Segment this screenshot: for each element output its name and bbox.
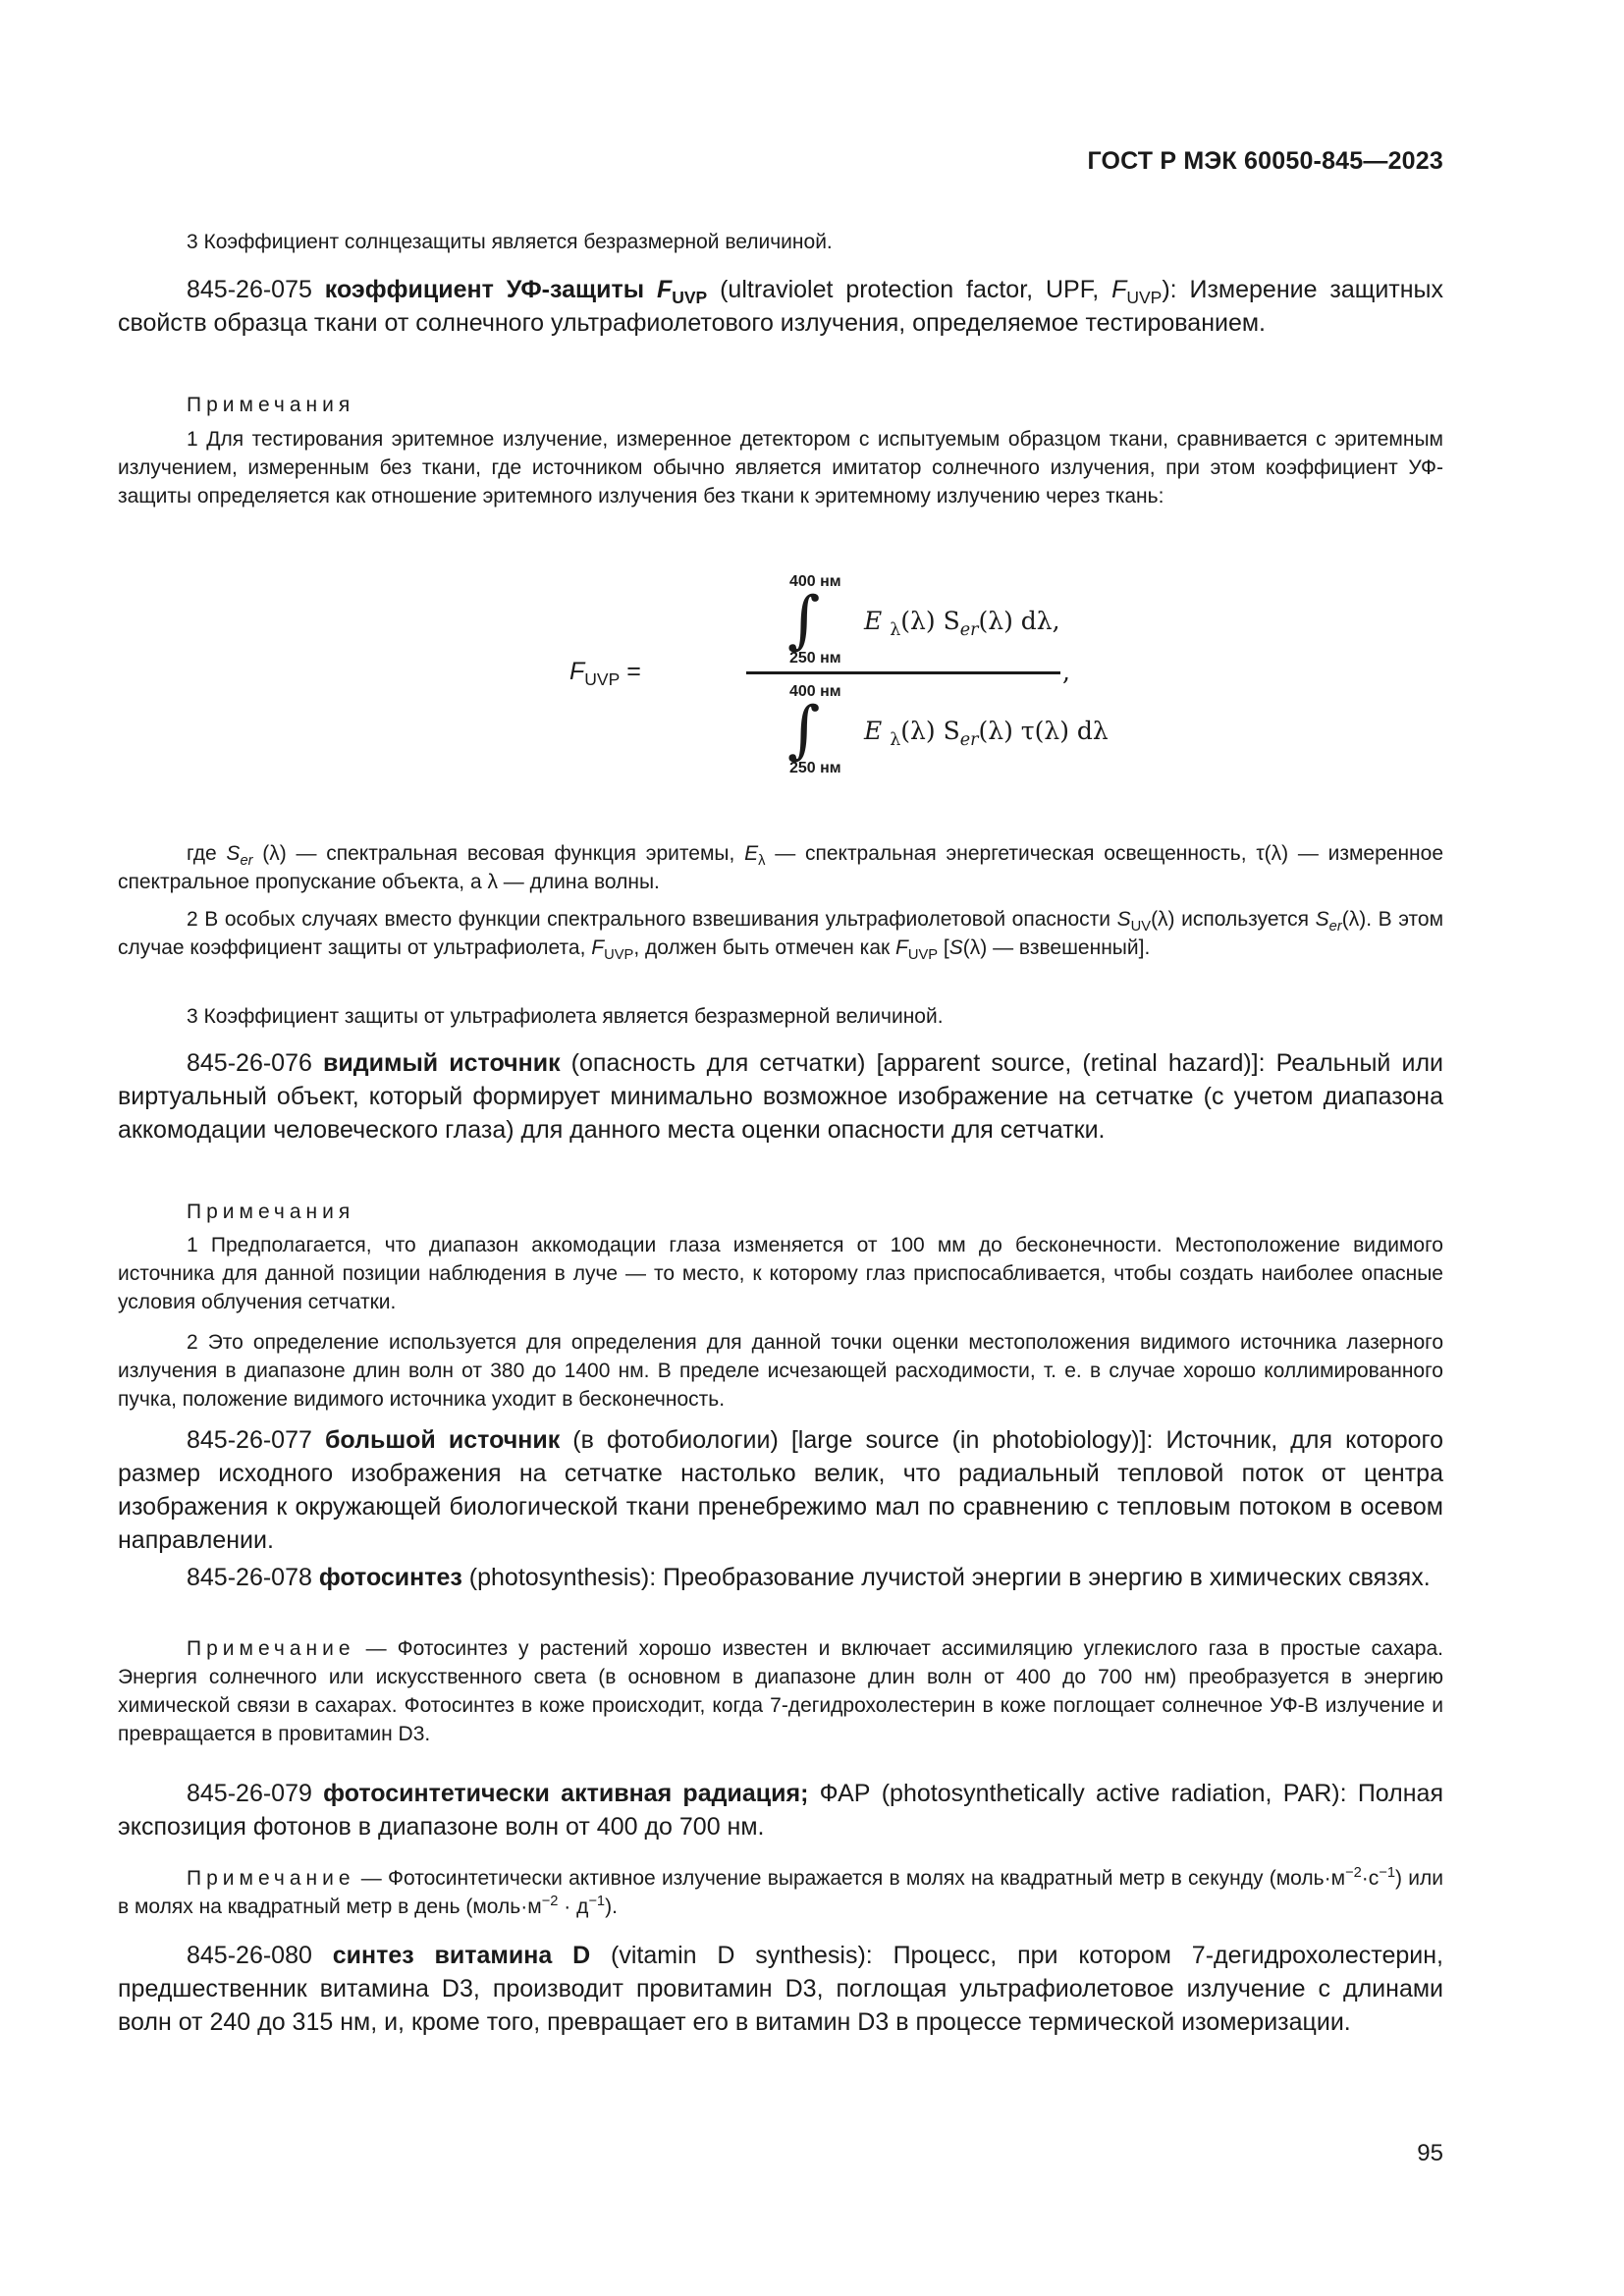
term-name: большой источник [324,1426,561,1454]
term-number: 845-26-078 [187,1564,312,1591]
term-number: 845-26-080 [187,1942,312,1969]
notes-heading-2: Примечания [187,1201,355,1223]
term-name: фотосинтетически активная радиация; [323,1780,809,1807]
integral-sign: ∫ [787,584,821,657]
upper-limit-label: 400 нм [789,573,841,590]
term-name: коэффициент УФ-защиты [324,276,645,303]
term-number: 845-26-077 [187,1426,312,1454]
term-definition: (опасность для сетчатки) [apparent source, (retinal hazard)]: Реальный или виртуальный объект, который формирует минимально возможное изображение на сетчатке (с учетом диапазона аккомодации человеческого глаза) для данного места оценки опасности для сетчатки. [118,1049,1443,1144]
term-845-26-076 [118,1046,1443,1147]
standard-header: ГОСТ Р МЭК 60050-845—2023 [1087,147,1443,175]
term-definition: ): Измерение защитных свойств образца ткани от солнечного ультрафиолетового излучения, определяемое тестированием. [118,276,1444,337]
formula-lhs: $F_{UVP}$ = [569,658,641,689]
note-3: 3 Коэффициент защиты от ультрафиолета является безразмерной величиной. [187,1005,944,1028]
note-photosynthesis: Примечание — Фотосинтез у растений хорошо известен и включает ассимиляцию углекислого газа в простые сахара. Энергия солнечного или искусственного света (в основном в диапазоне длин волн от 400 до 700 нм) преобразуется в энергию химической связи в сахарах. Фотосинтез в коже происходит, когда 7-дегидрохолестерин в коже поглощает солнечное УФ-В излучение и превращается в провитамин D3. [118,1637,1443,1745]
term-definition: (в фотобиологии) [large source (in photobiology)]: Источник, для которого размер исходного изображения на сетчатке настолько велик, что радиальный тепловой поток от центра изображения к окружающей биологической ткани пренебрежимо мал по сравнению с тепловым потоком в осевом направлении. [118,1426,1444,1554]
document-page [118,0,1443,2296]
denominator-expression: E $_\lambda$(λ) $S_{er}(\lambda)$ τ(λ) dλ [864,717,1109,750]
term-symbol: F [656,276,673,303]
term-845-26-080 [118,1939,1443,2039]
fraction-bar [746,671,1060,674]
term-845-26-077 [118,1423,1443,1557]
term-definition: ФАР (photosynthetically active radiation, PAR): Полная экспозиция фотонов в диапазоне волн от 400 до 700 нм. [118,1780,1443,1841]
term-number: 845-26-075 [187,276,312,303]
term-name: синтез витамина D [332,1942,591,1969]
where-clause: где $S_{er}$ (λ) — спектральная весовая функция эритемы, $E_\lambda$ — спектральная энергетическая освещенность, τ(λ) — измеренное спектральное пропускание объекта, а λ — длина волны. [118,842,1444,893]
note-3-solar-protection: 3 Коэффициент солнцезащиты является безразмерной величиной. [187,231,833,253]
note-1-apparent-source: 1 Предполагается, что диапазон аккомодации глаза изменяется от 100 мм до бесконечности. Местоположение видимого источника для данной позиции наблюдения в луче — то место, к которому глаз приспосабливается, чтобы создать наиболее опасные условия облучения сетчатки. [118,1234,1443,1313]
term-definition: (vitamin D synthesis): Процесс, при котором 7-дегидрохолестерин, предшественник витамина D3, производит провитамин D3, поглощая ультрафиолетовое излучение с длинами волн от 240 до 315 нм, и, кроме того, превращает его в витамин D3 в процессе термической изомеризации. [118,1942,1443,2036]
note-par: Примечание — Фотосинтетически активное излучение выражается в молях на квадратный метр в секунду $(моль\cdot м^{-2}\cdot с^{-1})$ или в молях на квадратный метр в день $(моль\cdot м^{-2} \cdot д^{-1})$. [118,1865,1443,1918]
term-845-26-078 [118,1561,1443,1594]
numerator-expression: E $_\lambda$(λ) $S_{er}(\lambda)$ dλ, [864,607,1060,640]
term-definition: (photosynthesis): Преобразование лучистой энергии в энергию в химических связях. [461,1564,1431,1591]
uvp-formula [569,560,1159,785]
note-2-apparent-source: 2 Это определение используется для определения для данной точки оценки местоположения видимого источника лазерного излучения в диапазоне длин волн от 380 до 1400 нм. В пределе исчезающей расходимости, т. е. в случае хорошо коллимированного пучка, положение видимого источника уходит в бесконечность. [118,1331,1443,1411]
term-name: видимый источник [322,1049,561,1077]
formula-trailing-comma: , [1062,658,1070,686]
upper-limit-label-2: 400 нм [789,683,841,700]
term-name: фотосинтез [318,1564,462,1591]
page-number: 95 [1417,2140,1443,2166]
notes-heading: Примечания [187,394,355,416]
term-number: 845-26-079 [187,1780,312,1807]
note-2: 2 В особых случаях вместо функции спектрального взвешивания ультрафиолетовой опасности $S_{UV}(\lambda)$ используется $S_{er}(\lambda)$. В этом случае коэффициент защиты от ультрафиолета, $F_{UVP}$, должен быть отмечен как $F_{UVP}$ [S(λ) — взвешенный]. [118,908,1444,964]
lower-limit-label-2: 250 нм [789,760,841,776]
term-845-26-075: 845-26-075 коэффициент УФ-защиты $F_{UVP}$ (ultraviolet protection factor, UPF, $F_{UVP}$): Измерение защитных свойств образца ткани от солнечного ультрафиолетового излучения, определяемое тестированием. [118,276,1444,337]
note-1: 1 Для тестирования эритемное излучение, измеренное детектором с испытуемым образцом ткани, сравнивается с эритемным излучением, измеренным без ткани, где источником обычно является имитатор солнечного излучения, при этом коэффициент УФ-защиты определяется как отношение эритемного излучения без ткани к эритемному излучению через ткань: [118,428,1443,507]
lower-limit-label: 250 нм [789,650,841,667]
term-number: 845-26-076 [187,1049,312,1077]
integral-sign-2: ∫ [787,694,821,767]
term-845-26-079 [118,1777,1443,1843]
